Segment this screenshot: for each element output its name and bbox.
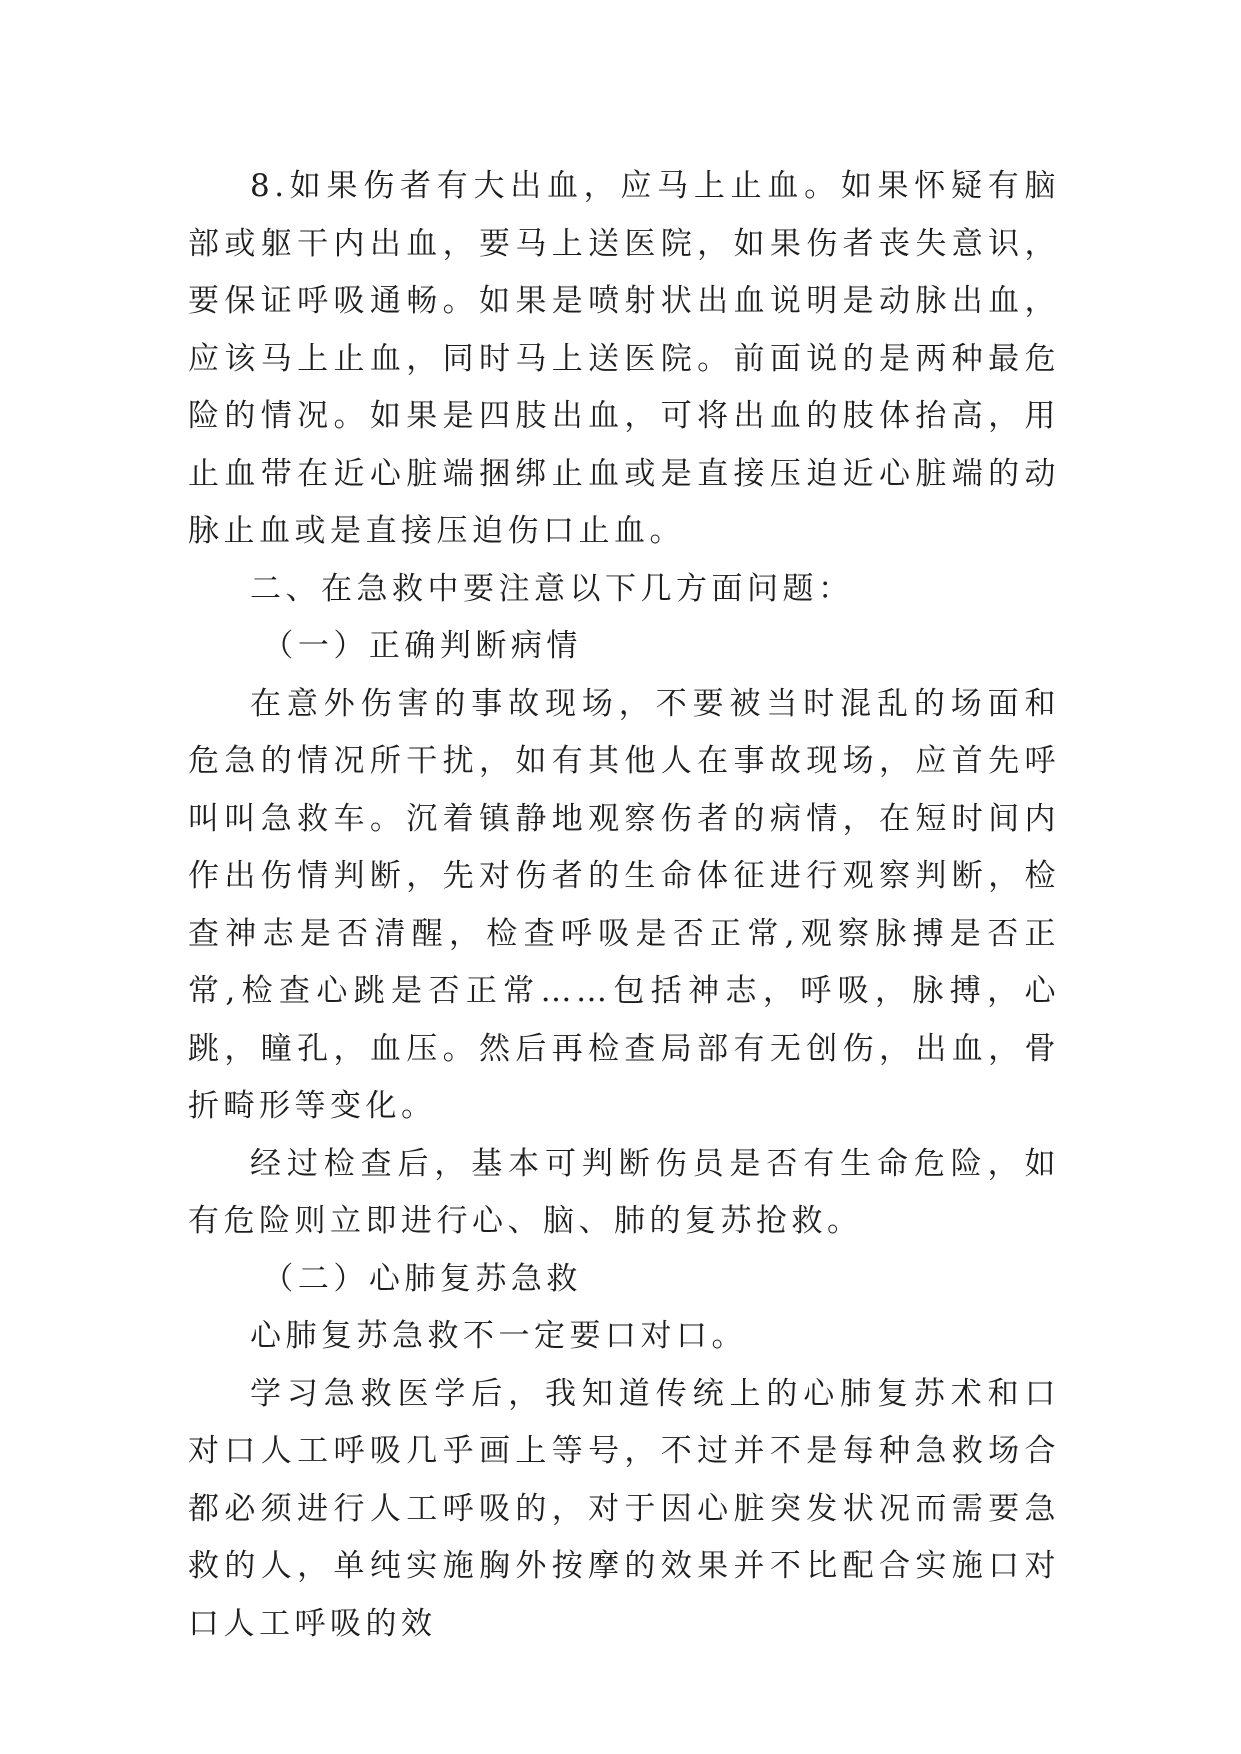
- paragraph-cpr-learning: 学习急救医学后，我知道传统上的心肺复苏术和口对口人工呼吸几乎画上等号，不过并不是每种急救场合都必须进行人工呼吸的，对于因心脏突发状况而需要急救的人，单纯实施胸外按摩的效果并不比配合实施口对口人工呼吸的效: [188, 1375, 1060, 1642]
- section-heading-first-aid-notes: 二、在急救中要注意以下几方面问题：: [250, 570, 854, 607]
- paragraph-bleeding-control: 8.如果伤者有大出血，应马上止血。如果怀疑有脑部或躯干内出血，要马上送医院，如果伤者丧失意识，要保证呼吸通畅。如果是喷射状出血说明是动脉出血，应该马上止血，同时马上送医院。前面说的是两种最危险的情况。如果是四肢出血，可将出血的肢体抬高，用止血带在近心脏端捆绑止血或是直接压迫近心脏端的动脉止血或是直接压迫伤口止血。: [188, 168, 1060, 549]
- document-body: [188, 158, 1060, 1653]
- paragraph-cpr-not-mouth-to-mouth: 心肺复苏急救不一定要口对口。: [250, 1318, 747, 1354]
- sub-heading-assess-condition: （一）正确判断病情: [262, 628, 582, 664]
- paragraph-after-examination: 经过检查后，基本可判断伤员是否有生命危险，如有危险则立即进行心、脑、肺的复苏抢救。: [188, 1145, 1060, 1239]
- paragraph-scene-assessment: 在意外伤害的事故现场，不要被当时混乱的场面和危急的情况所干扰，如有其他人在事故现场，应首先呼叫叫急救车。沉着镇静地观察伤者的病情，在短时间内作出伤情判断，先对伤者的生命体征进行观察判断，检查神志是否清醒，检查呼吸是否正常,观察脉搏是否正常,检查心跳是否正常……包括神志，呼吸，脉搏，心跳，瞳孔，血压。然后再检查局部有无创伤，出血，骨折畸形等变化。: [188, 685, 1060, 1124]
- sub-heading-cpr: （二）心肺复苏急救: [262, 1260, 582, 1297]
